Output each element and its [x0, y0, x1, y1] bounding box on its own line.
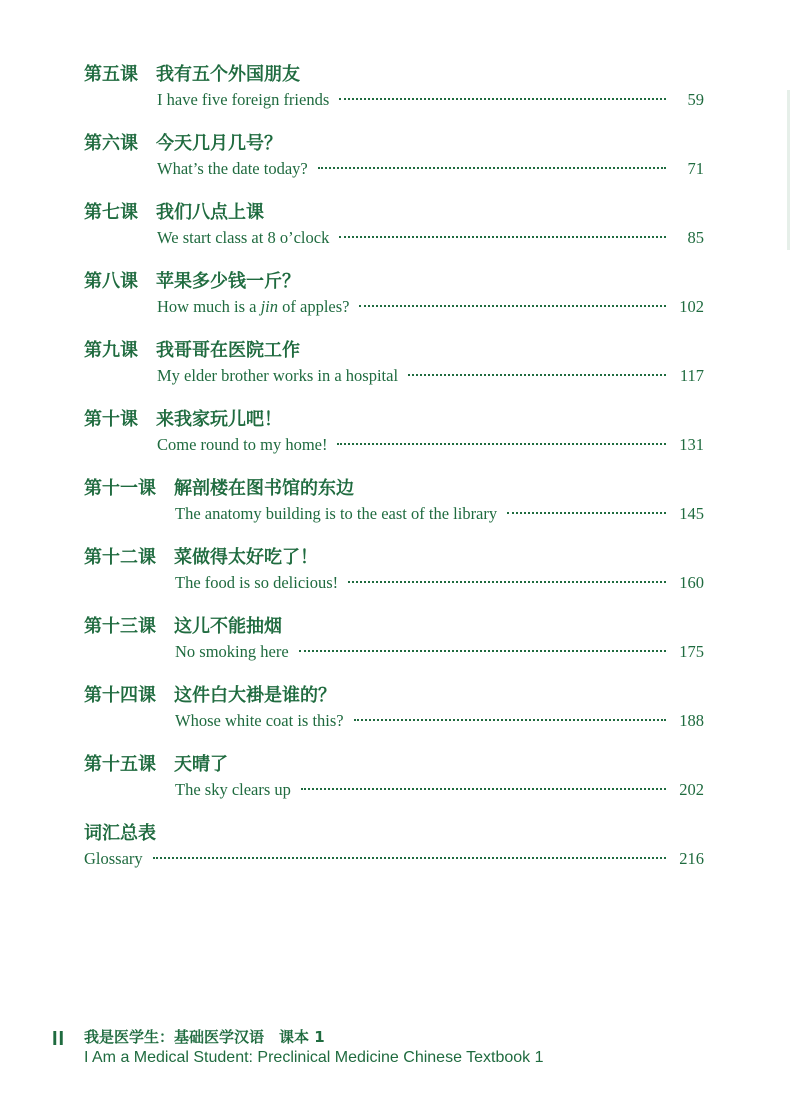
toc-entry: [84, 474, 704, 543]
page-number: 188: [679, 711, 704, 730]
dot-leader: [301, 787, 666, 790]
lesson-title-zh: 今天几月几号？: [156, 133, 282, 154]
lesson-title-zh: 我哥哥在医院工作: [156, 340, 300, 361]
lesson-title-en: No smoking here: [175, 642, 289, 661]
lesson-title-zh: 我有五个外国朋友: [156, 64, 300, 85]
lesson-title-zh: 菜做得太好吃了！: [174, 547, 318, 568]
page-number-roman: II: [52, 1028, 66, 1050]
lesson-number: 第八课: [84, 271, 138, 292]
toc-entry: [84, 543, 704, 612]
lesson-title-en: We start class at 8 o’clock: [157, 228, 330, 247]
page-number: 59: [687, 90, 704, 109]
toc-entry: [84, 612, 704, 681]
section-title-zh: 词汇总表: [84, 823, 156, 844]
page-number: 117: [679, 366, 704, 385]
dot-leader: [354, 718, 666, 721]
lesson-number: 第五课: [84, 64, 138, 85]
page-number: 131: [679, 435, 704, 454]
lesson-title-en-part: How much is a: [157, 297, 261, 316]
dot-leader: [153, 856, 666, 859]
section-title-en: Glossary: [84, 849, 143, 868]
page-number: 85: [687, 228, 704, 247]
lesson-title-en: Whose white coat is this?: [175, 711, 344, 730]
lesson-title-zh: 这件白大褂是谁的？: [174, 685, 336, 706]
dot-leader: [339, 97, 666, 100]
toc-entry: [84, 129, 704, 198]
lesson-title-zh: 解剖楼在图书馆的东边: [174, 478, 354, 499]
page-number: 202: [679, 780, 704, 799]
page-number: 145: [679, 504, 704, 523]
toc-entry: [84, 681, 704, 750]
book-title-en: I Am a Medical Student: Preclinical Medicine Chinese Textbook 1: [84, 1049, 544, 1066]
lesson-number: 第十三课: [84, 616, 156, 637]
dot-leader: [507, 511, 666, 514]
toc-entry: [84, 267, 704, 336]
dot-leader: [318, 166, 666, 169]
page-number: 160: [679, 573, 704, 592]
toc-entry: [84, 405, 704, 474]
lesson-number: 第十五课: [84, 754, 156, 775]
dot-leader: [299, 649, 666, 652]
page-number: 71: [687, 159, 704, 178]
page-number: 216: [679, 849, 704, 868]
lesson-number: 第十一课: [84, 478, 156, 499]
lesson-title-en: [157, 297, 349, 317]
lesson-title-zh: 我们八点上课: [156, 202, 264, 223]
lesson-title-en: The sky clears up: [175, 780, 291, 799]
lesson-title-en: My elder brother works in a hospital: [157, 366, 399, 385]
table-of-contents: [84, 60, 704, 888]
page-number: 102: [679, 297, 704, 316]
book-title-zh: 我是医学生：基础医学汉语 课本 1: [84, 1028, 325, 1046]
dot-leader: [348, 580, 666, 583]
lesson-title-zh: 这儿不能抽烟: [174, 616, 282, 637]
lesson-title-en-part: of apples?: [278, 297, 350, 316]
book-title: [84, 1026, 544, 1067]
toc-entry-glossary: [84, 819, 704, 888]
lesson-number: 第六课: [84, 133, 138, 154]
dot-leader: [339, 235, 666, 238]
lesson-number: 第七课: [84, 202, 138, 223]
lesson-number: 第十四课: [84, 685, 156, 706]
lesson-title-zh: 来我家玩儿吧！: [156, 409, 282, 430]
lesson-title-en: I have five foreign friends: [157, 90, 330, 109]
lesson-title-en: The food is so delicious!: [175, 573, 339, 592]
lesson-number: 第十二课: [84, 547, 156, 568]
lesson-title-en-italic: jin: [260, 297, 278, 316]
toc-entry: [84, 336, 704, 405]
lesson-number: 第九课: [84, 340, 138, 361]
dot-leader: [337, 442, 666, 445]
lesson-title-en: What’s the date today?: [157, 159, 308, 178]
lesson-title-zh: 苹果多少钱一斤？: [156, 271, 300, 292]
dot-leader: [359, 304, 666, 307]
page-number: 175: [679, 642, 704, 661]
toc-entry: [84, 60, 704, 129]
toc-entry: [84, 198, 704, 267]
lesson-title-en: Come round to my home!: [157, 435, 328, 454]
lesson-number: 第十课: [84, 409, 138, 430]
toc-entry: [84, 750, 704, 819]
dot-leader: [408, 373, 666, 376]
lesson-title-zh: 天晴了: [174, 754, 228, 775]
lesson-title-en: The anatomy building is to the east of the library: [175, 504, 498, 523]
